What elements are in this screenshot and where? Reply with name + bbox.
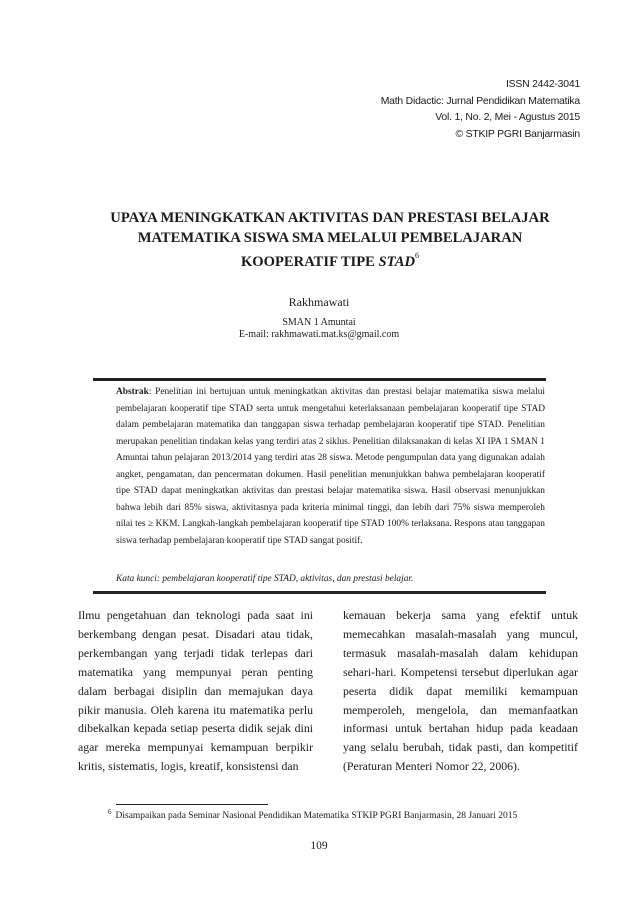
- abstract-text: : Penelitian ini bertujuan untuk meningkatkan aktivitas dan prestasi belajar matematika siswa melalui pembelajaran kooperatif tipe STAD serta untuk mengetahui keterlaksanaan pembelajaran kooperatif tipe STAD dalam pembelajaran matematika dan tanggapan siswa terhadap pembelajaran kooperatif tipe STAD. Penelitian merupakan penelitian tindakan kelas yang terdiri atas 2 siklus. Penelitian dilaksanakan di kelas XI IPA 1 SMAN 1 Amuntai tahun pelajaran 2013/2014 yang terdiri atas 28 siswa. Metode pengumpulan data yang digunakan adalah angket, pengamatan, dan pencermatan dokumen. Hasil penelitian menunjukkan bahwa pembelajaran kooperatif tipe STAD dapat meningkatkan aktivitas dan prestasi belajar matematika siswa. Hasil observasi menunjukkan bahwa lebih dari 85% siswa, aktivitasnya pada kriteria minimal tinggi, dan lebih dari 75% siswa memperoleh nilai tes ≥ KKM. Langkah-langkah pembelajaran kooperatif tipe STAD 100% terlaksana. Respons atau tanggapan siswa terhadap pembelajaran kooperatif tipe STAD sangat positif.: [116, 387, 545, 546]
- volume-info: Vol. 1, No. 2, Mei - Agustus 2015: [435, 112, 580, 123]
- title-line-2: MATEMATIKA SISWA SMA MELALUI PEMBELAJARAN: [137, 229, 523, 246]
- footnote-rule: [116, 804, 268, 805]
- abstract-bottom-rule: [93, 591, 546, 594]
- title-line-1: UPAYA MENINGKATKAN AKTIVITAS DAN PRESTASI BELAJAR: [110, 210, 550, 226]
- page-number: 109: [310, 840, 328, 852]
- footnote: [108, 808, 517, 821]
- footnote-mark: 6: [108, 808, 112, 816]
- issn: ISSN 2442-3041: [505, 79, 580, 90]
- keywords: Kata kunci: pembelajaran kooperatif tipe STAD, aktivitas, dan prestasi belajar.: [116, 574, 414, 584]
- paper-title: [70, 209, 590, 272]
- abstract-top-rule: [93, 378, 546, 381]
- abstract-label: Abstrak: [116, 387, 149, 397]
- title-line-3: [70, 248, 590, 272]
- abstract: [116, 384, 545, 549]
- title-line-3-prefix: KOOPERATIF TIPE: [240, 253, 379, 270]
- author-name: Rakhmawati: [288, 295, 350, 309]
- journal-name: Math Didactic: Jurnal Pendidikan Matematika: [380, 95, 580, 107]
- author-affiliation: SMAN 1 Amuntai: [282, 317, 356, 328]
- body-column-right: kemauan bekerja sama yang efektif untuk memecahkan masalah-masalah yang muncul, termasuk masalah-masalah dalam kehidupan sehari-hari. Kompetensi tersebut diperlukan agar peserta didik dapat memiliki kemampuan memperoleh, mengelola, dan memanfaatkan informasi untuk bertahan hidup pada keadaan yang selalu berubah, tidak pasti, dan kompetitif (Peraturan Menteri Nomor 22, 2006).: [343, 608, 578, 774]
- footnote-text: Disampaikan pada Seminar Nasional Pendidikan Matematika STKIP PGRI Banjarmasin, 28 Januari 2015: [115, 811, 518, 822]
- journal-header: [381, 77, 580, 143]
- author-email: E-mail: rakhmawati.mat.ks@gmail.com: [238, 329, 400, 340]
- title-line-3-italic: STAD: [378, 253, 416, 270]
- body-column-left: Ilmu pengetahuan dan teknologi pada saat ini berkembang dengan pesat. Disadari atau tidak, perkembangan yang terjadi tidak terlepas dari matematika yang mempunyai peran penting dalam berbagai disiplin dan memajukan daya pikir manusia. Oleh karena itu matematika perlu dibekalkan kepada setiap peserta didik sejak dini agar mereka mempunyai kemampuan berpikir kritis, sistematis, logis, kreatif, konsistensi dan: [78, 608, 313, 774]
- title-footnote-mark: 6: [415, 251, 420, 260]
- copyright: © STKIP PGRI Banjarmasin: [455, 128, 580, 140]
